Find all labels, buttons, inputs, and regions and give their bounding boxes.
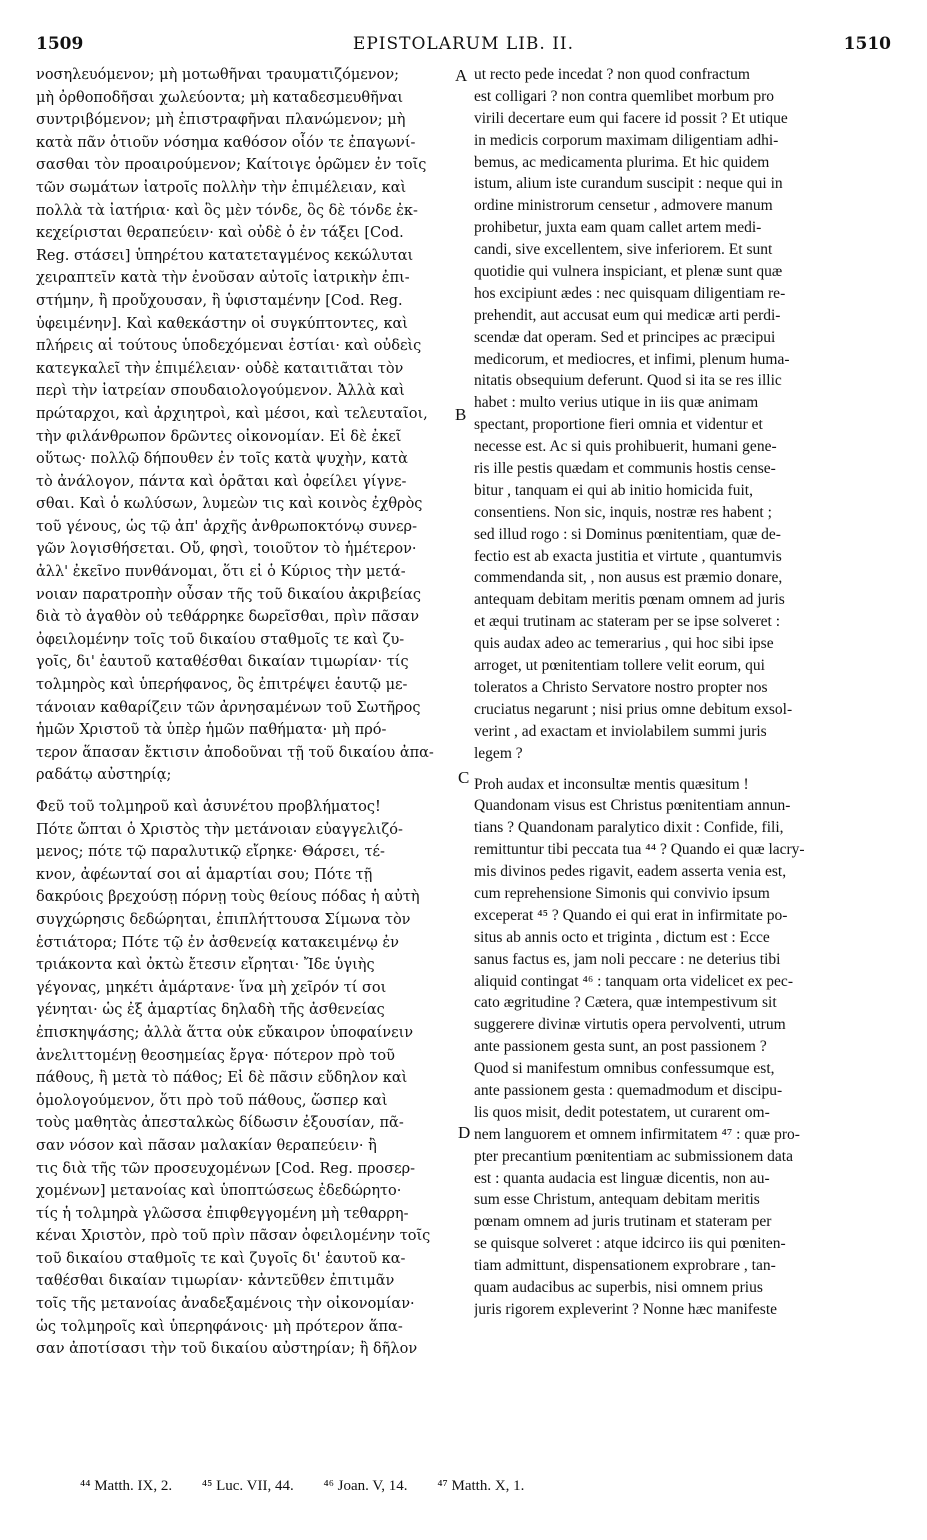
text-line: legem ?	[474, 744, 523, 762]
text-line: sum esse Christum, antequam debitam meritis	[474, 1191, 760, 1209]
text-line: συντριβόμενον; μὴ ἐπιστραφῆναι πλανώμενον; μὴ	[36, 112, 406, 129]
text-line: τοῖς τῆς μετανοίας ἀναδεξαμένοις τὴν οἰκονομίαν·	[36, 1296, 415, 1313]
text-line: est : quanta audacia est linguæ dicentis, non au-	[474, 1169, 770, 1187]
text-line: arroget, ut pœnitentiam tollere velit eorum, qui	[474, 657, 765, 675]
text-line: cato ægritudine ? Cætera, quæ intempestivum sit	[474, 994, 777, 1012]
text-line: mis divinos pedes rigavit, eadem asserta venia est,	[474, 863, 787, 881]
text-line: τοῦ δικαίου σταθμοῖς τε καὶ ζυγοῖς δι' ἑαυτοῦ κα-	[36, 1250, 406, 1267]
text-line: δακρύοις βρεχούσῃ πόρνῃ τοὺς θείους πόδας ἡ αὐτὴ	[36, 889, 420, 906]
text-line: τάνοιαν καθαρίζειν τῶν ἀρνησαμένων τοῦ Σωτῆρος	[36, 699, 421, 716]
text-line: τοὺς μαθητὰς ἀπεσταλκὼς δίδωσιν ἐξουσίαν, πᾶ-	[36, 1115, 404, 1132]
latin-paragraph-1	[474, 64, 906, 765]
text-line: Quandonam visus est Christus pœnitentiam annun-	[474, 797, 791, 815]
text-line: quam audacibus ac superbis, nisi omnem prius	[474, 1278, 763, 1296]
text-line: ante passionem gesta : quemadmodum et discipu-	[474, 1081, 783, 1099]
text-line: κνον, ἀφέωνταί σοι αἱ ἁμαρτίαι σου; Πότε τῇ	[36, 866, 373, 883]
text-line: ἀνελιττομένῃ θεοσημείας ἔργα· πότερον πρὸ τοῦ	[36, 1047, 395, 1064]
text-line: νοσηλευόμενον; μὴ μοτωθῆναι τραυματιζόμενον;	[36, 67, 400, 83]
text-line: Quod si manifestum omnibus confessumque est,	[474, 1060, 775, 1078]
text-line: fectio est ab exacta justitia et virtute , quantumvis	[474, 547, 782, 565]
margin-marker-a: A	[455, 66, 468, 85]
text-line: πάθους, ἢ μετὰ τὸ πάθος; Εἰ δὲ πᾶσιν εὔδηλον καὶ	[36, 1070, 408, 1087]
footnote-46: ⁴⁶ Joan. V, 14.	[323, 1478, 408, 1494]
text-line: Proh audax et inconsultæ mentis quæsitum !	[474, 775, 749, 793]
text-line: γένηται· ὡς ἐξ ἁμαρτίας δηλαδὴ τῆς ἀσθενείας	[36, 1002, 385, 1019]
text-line: ordine ministrorum censetur , admovere manum	[474, 197, 773, 215]
text-line: situs ab annis octo et triginta , dictum est : Ecce	[474, 928, 770, 946]
text-line: μὴ ὀρθοποδῆσαι χωλεύοντα; μὴ καταδεσμευθῆναι	[36, 89, 404, 106]
text-line: γέγονας, μηκέτι ἁμάρτανε· ἵνα μὴ χεῖρόν τί σοι	[36, 979, 387, 996]
text-line: toleratos a Christo Servatore nostro propter nos	[474, 678, 768, 696]
text-line: verint , ad exactam et inviolabilem summi juris	[474, 722, 767, 740]
text-line: τὴν φιλάνθρωπον δρῶντες οἰκονομίαν. Εἰ δὲ ἐκεῖ	[36, 428, 402, 445]
text-line: ἑστιάτορα; Πότε τῷ ἐν ἀσθενείᾳ κατακειμένῳ ἐν	[36, 934, 399, 951]
text-line: prehendit, aut accusat eum qui medicæ arti perdi-	[474, 306, 781, 324]
greek-paragraph-2	[36, 796, 463, 1361]
text-line: πρώταρχοι, καὶ ἀρχιητροὶ, καὶ μέσοι, καὶ τελευταῖοι,	[36, 405, 428, 422]
text-line: τὸ ἀνάλογον, πάντα καὶ ὁρᾶται καὶ ὀφείλει γίγνε-	[36, 473, 407, 490]
greek-column	[36, 64, 463, 1361]
text-line: σαν νόσον καὶ πᾶσαν μαλακίαν θεραπεύειν· ἢ	[36, 1137, 377, 1154]
text-line: τριάκοντα καὶ ὀκτὼ ἔτεσιν εἴρηται· Ἴδε ὑγιὴς	[36, 957, 375, 974]
text-line: virili decertare eum qui facere id possit ? Et utique	[474, 109, 788, 127]
text-line: sed illud rogo : si Dominus pœnitentiam, quæ de-	[474, 525, 781, 543]
text-line: tiam admittunt, dispensationem exprobrare , tan-	[474, 1257, 776, 1275]
margin-marker-b: B	[455, 405, 467, 424]
text-line: Φεῦ τοῦ τολμηροῦ καὶ ἀσυνέτου προβλήματος!	[36, 799, 381, 815]
text-line: γῶν λογισθήσεται. Οὔ, φησὶ, τοιοῦτον τὸ ἡμέτερον·	[36, 541, 417, 558]
text-line: sanus factus es, jam noli peccare : ne deterius tibi	[474, 950, 781, 968]
footnote-44: ⁴⁴ Matth. IX, 2.	[80, 1478, 173, 1494]
text-line: aliquid contingat ⁴⁶ : tanquam orta videlicet ex pec-	[474, 972, 793, 990]
text-line: ταθέσθαι δικαίαν τιμωρίαν· κἀντεῦθεν ἐπιτιμᾶν	[36, 1273, 395, 1290]
margin-marker-c: C	[458, 768, 470, 787]
text-line: necesse est. Ac si quis prohibuerit, humani gene-	[474, 438, 777, 456]
text-line: κατεγκαλεῖ τὴν ἐπιμέλειαν· οὐδὲ καταιτιᾶται τὸν	[36, 360, 404, 377]
text-line: exceperat ⁴⁵ ? Quando ei qui erat in infirmitate po-	[474, 906, 788, 924]
text-line: Πότε ὤπται ὁ Χριστὸς τὴν μετάνοιαν εὐαγγελιζό-	[36, 821, 403, 838]
text-line: est colligari ? non contra quemlibet morbum pro	[474, 87, 775, 105]
text-line: τοῦ γένους, ὡς τῷ ἀπ' ἀρχῆς ἀνθρωποκτόνῳ συνερ-	[36, 518, 417, 535]
text-line: remittuntur tibi peccata tua ⁴⁴ ? Quando ei quæ lacry-	[474, 841, 805, 859]
text-line: κατὰ πᾶν ὁτιοῦν νόσημα καθόσον οἷόν τε ἐπαγωνί-	[36, 134, 416, 151]
text-line: νοιαν παρατροπὴν οὖσαν τῆς τοῦ δικαίου ἀκριβείας	[36, 586, 421, 603]
text-line: pœnam omnem ad juris trutinam et stateram per	[474, 1213, 772, 1231]
footnotes	[80, 1478, 550, 1495]
text-line: bemus, ac medicamenta plurima. Et hic quidem	[474, 153, 770, 171]
text-line: τολμηρὸς καὶ ὑπερήφανος, ὃς ἐπιτρέψει ἑαυτῷ με-	[36, 677, 408, 694]
text-line: ἐπισκηψάσης; ἀλλὰ ἅττα οὐκ εὔκαιρον ὑποφαίνειν	[36, 1024, 414, 1041]
text-line: περὶ τὴν ἰατρείαν σπουδαιολογούμενον. Ἀλλὰ καὶ	[36, 383, 405, 400]
text-line: ris ille pestis quædam et communis hostis cense-	[474, 460, 776, 478]
footnote-45: ⁴⁵ Luc. VII, 44.	[201, 1478, 294, 1494]
text-line: οὕτως· πολλῷ δήπουθεν ἐν τοῖς κατὰ ψυχὴν, κατὰ	[36, 451, 408, 468]
text-line: hos excipiunt ædes : nec quisquam diligentiam re-	[474, 284, 786, 302]
text-line: ὁμολογούμενον, ὅτι πρὸ τοῦ πάθους, ὥσπερ καὶ	[36, 1092, 388, 1109]
text-line: σασθαι τὸν προαιρούμενον; Καίτοιγε ὁρῶμεν ἐν τοῖς	[36, 157, 427, 174]
text-line: istum, alium iste curandum suscipit : neque qui in	[474, 175, 783, 193]
page-number-right: 1510	[843, 34, 891, 54]
text-line: juris rigorem expleverint ? Nonne hæc manifeste	[474, 1300, 778, 1318]
text-line: γοῖς, δι' ἑαυτοῦ καταθέσθαι δικαίαν τιμωρίαν· τίς	[36, 654, 409, 671]
text-line: commendanda sit, , non ausus est præmio donare,	[474, 569, 783, 587]
latin-column	[474, 64, 906, 1321]
text-line: ὑφειμένην]. Καὶ καθεκάστην οἱ συγκύπτοντες, καὶ	[36, 315, 408, 332]
text-line: lis quos misit, dedit potestatem, ut curarent om-	[474, 1103, 770, 1121]
text-line: σθαι. Καὶ ὁ κωλύσων, λυμεὼν τις καὶ κοινὸς ἐχθρὸς	[36, 496, 423, 513]
text-line: ut recto pede incedat ? non quod confractum	[474, 66, 750, 83]
text-line: pter precantium pœnitentiam ac submissionem data	[474, 1147, 793, 1165]
text-line: τῶν σωμάτων ἰατροῖς πολλὴν τὴν ἐπιμέλειαν, καὶ	[36, 179, 407, 196]
text-line: suggerere divinæ virtutis opera pervolventi, utrum	[474, 1016, 786, 1034]
text-line: Reg. στάσει] ὑπηρέτου κατατεταγμένος κεκώλυται	[36, 247, 414, 264]
text-line: ἡμῶν Χριστοῦ τὰ ὑπὲρ ἡμῶν παθήματα· μὴ πρό-	[36, 722, 387, 739]
text-line: ante passionem gesta sunt, an post passionem ?	[474, 1038, 767, 1056]
text-line: κεχείρισται θεραπεύειν· καὶ οὐδὲ ὁ ἐν τάξει [Cod.	[36, 225, 404, 242]
text-line: consentiens. Non sic, inquis, nostræ res habent ;	[474, 503, 772, 521]
text-line: πλήρεις αἱ τούτους ὑποδεχόμεναι ἑστίαι· καὶ οὐδεὶς	[36, 338, 422, 355]
page-number-left: 1509	[36, 34, 84, 54]
text-line: candi, sive excellentem, sive inferiorem. Et sunt	[474, 241, 773, 259]
text-line: μενος; πότε τῷ παραλυτικῷ εἴρηκε· Θάρσει, τέ-	[36, 844, 385, 861]
text-line: ὡς τολμηροῖς καὶ ὑπερηφάνοις· μὴ πρότερον ἅπα-	[36, 1318, 403, 1335]
text-line: in medicis corporum maximam diligentiam adhi-	[474, 131, 779, 149]
text-line: τερον ἅπασαν ἔκτισιν ἀποδοῦναι τῇ τοῦ δικαίου ἀπα-	[36, 744, 434, 761]
text-line: cum reprehensione Simonis qui convivio ipsum	[474, 884, 770, 902]
text-line: et æqui trutinam ac stateram per se ipse solveret :	[474, 613, 781, 631]
text-line: tians ? Quandonam paralytico dixit : Confide, fili,	[474, 819, 784, 837]
text-line: κέναι Χριστὸν, πρὸ τοῦ πρὶν πᾶσαν ὀφειλομένην τοῖς	[36, 1228, 431, 1245]
text-line: πολλὰ τὰ ἰατήρια· καὶ ὃς μὲν τόνδε, ὃς δὲ τόνδε ἐκ-	[36, 202, 418, 219]
page-header	[36, 34, 891, 60]
text-line: scendæ dat operam. Sed et principes ac præcipui	[474, 328, 776, 346]
text-line: cruciatus negarunt ; nisi prius omne debitum exsol-	[474, 700, 793, 718]
text-line: διὰ τὸ ἀγαθὸν οὐ τεθάρρηκε δωρεῖσθαι, πρὶν πᾶσαν	[36, 609, 420, 626]
text-line: prohibetur, juxta eam quam callet artem medi-	[474, 219, 762, 237]
text-line: τις διὰ τῆς τῶν προσευχομένων [Cod. Reg. προσερ-	[36, 1160, 416, 1177]
text-line: χομένων] μετανοίας καὶ ὑποπτώσεως ἐδεδώρητο·	[36, 1183, 402, 1200]
footnote-47: ⁴⁷ Matth. X, 1.	[437, 1478, 525, 1494]
text-line: ἀλλ' ἐκεῖνο πυνθάνομαι, ὅτι εἰ ὁ Κύριος τὴν μετά-	[36, 564, 406, 581]
margin-marker-d: D	[458, 1123, 471, 1142]
text-line: bitur , tanquam ei qui ab initio homicida fuit,	[474, 481, 753, 499]
text-line: quotidie qui vulnera inspiciant, et plenæ sunt quæ	[474, 263, 783, 281]
text-line: στήμην, ἢ προὔχουσαν, ἢ ὑφισταμένην [Cod. Reg.	[36, 292, 403, 309]
text-line: nem languorem et omnem infirmitatem ⁴⁷ : quæ pro-	[474, 1125, 800, 1143]
text-line: se quisque solveret : atque idcirco iis qui pœniten-	[474, 1235, 786, 1253]
text-line: ραδάτῳ αὐστηρίᾳ;	[36, 767, 172, 784]
text-line: χειραπτεῖν κατὰ τὴν ἐνοῦσαν αὐτοῖς ἰατρικὴν ἐπι-	[36, 270, 410, 287]
running-title: EPISTOLARUM LIB. II.	[352, 34, 575, 54]
text-line: quis audax adeo ac temerarius , qui hoc sibi ipse	[474, 635, 774, 653]
text-line: antequam debitam meritis pœnam omnem ad juris	[474, 591, 785, 609]
text-line: habet : multo verius utique in iis quæ animam	[474, 394, 759, 412]
text-line: ὀφειλομένην τοῖς τοῦ δικαίου σταθμοῖς τε καὶ ζυ-	[36, 631, 405, 648]
text-line: σαν ἀποτίσασι τὴν τοῦ δικαίου αὐστηρίαν; ἢ δῆλον	[36, 1341, 418, 1358]
text-line: τίς ἡ τολμηρὰ γλῶσσα ἐπιφθεγγομένη μὴ τεθαρρη-	[36, 1205, 409, 1222]
latin-paragraph-2	[474, 774, 906, 1321]
text-line: συγχώρησις δεδώρηται, ἐπιπλήττουσα Σίμωνα τὸν	[36, 911, 411, 928]
greek-paragraph-1	[36, 64, 463, 787]
text-line: medicorum, et mediocres, et infimi, plenum huma-	[474, 350, 790, 368]
text-line: spectant, proportione fieri omnia et videntur et	[474, 416, 763, 434]
text-line: nitatis obsequium deferunt. Quod si ita se res illic	[474, 372, 782, 390]
